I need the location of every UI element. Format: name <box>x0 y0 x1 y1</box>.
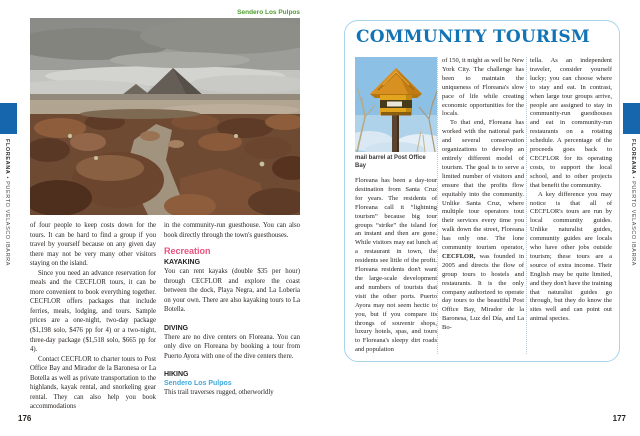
body-paragraph: of four people to keep costs down for the tours. It can be hard to find a group if you travel by yourself because on any given day there may not be very many other visitors staying on the island. <box>30 222 156 268</box>
column-divider <box>437 57 438 354</box>
body-paragraph: A key difference you may notice is that all of CECFLOR's tours are run by local community guides. Unlike naturalist guides, community guides are locals who have other jobs outside tourism; these tours are a source of extra income. Their English may be quite limited, and they don't have the training that naturalist guides go through, but they do know the sites well and can point out animal species. <box>530 190 612 323</box>
recreation-heading: Recreation <box>164 246 211 257</box>
feature-column-2 <box>442 57 524 333</box>
body-paragraph <box>442 119 524 333</box>
body-paragraph: This trail traverses rugged, otherworldly <box>164 389 274 397</box>
column-divider <box>526 57 527 354</box>
paragraph-text: was founded in 2005 and directs the flow of group tours to hostels and restaurants. It is the only company authorized to operate day tours to the beautiful Post Office Bay, Mirador de la Baronesa, Luz del Día, and La Bo- <box>442 252 524 332</box>
running-sidebar-right <box>630 139 636 266</box>
mail-barrel-caption: mail barrel at Post Office Bay <box>355 155 426 169</box>
bullet-separator: • <box>4 174 10 182</box>
running-sidebar-left <box>4 139 10 266</box>
body-paragraph: Contact CECFLOR to charter tours to Post Office Bay and Mirador de la Baronesa or La Botella as well as private transportation to the highlands, kayak rental, and snorkeling gear rental. They can also help you book accommodations <box>30 355 156 411</box>
section-name: PUERTO VELASCO IBARRA <box>4 181 10 266</box>
body-paragraph: You can rent kayaks (double $35 per hour) through CECFLOR and explore the coast between the dock, Playa Negra, and La Loberia on your own. There are also kayaking tours to La Botella. <box>164 268 300 314</box>
mail-barrel-photo <box>355 57 437 152</box>
diving-heading: DIVING <box>164 324 189 332</box>
feature-column-1 <box>355 57 437 355</box>
section-name: PUERTO VELASCO IBARRA <box>630 181 636 266</box>
feature-column-3 <box>530 57 612 324</box>
photo-caption-sendero: Sendero Los Pulpos <box>237 9 300 16</box>
chapter-name: FLOREANA <box>4 139 10 175</box>
kayaking-heading: KAYAKING <box>164 259 201 267</box>
hiking-heading: HIKING <box>164 371 189 379</box>
body-paragraph: Floreana has been a day-tour destination from Santa Cruz for years. The residents of Floreana call it “lightning tourism” because big tour groups “strike” the island for an instant and then are gone. While visitors may eat lunch at a restaurant in town, the residents see little of the profit. Floreana residents don't want the large-scale development and numbers of tourists that visit the other ports. Puerto Ayora may not seem hectic to you, but if you compare its throngs of souvenir shops, luxury hotels, spas, and tours to Floreana's sleepy dirt roads and population <box>355 177 437 354</box>
body-paragraph: tella. As an independent traveler, consider yourself lucky; you can choose where to stay and eat. In contrast, when large tour groups arrive, people are assigned to stay in community-run guesthouses and eat in community-run restaurants on a rotating schedule. A percentage of the proceeds goes back to CECFLOR for its operating costs, to support the local school, and to other projects that benefit the community. <box>530 57 612 189</box>
body-paragraph: of 150, it might as well be New York City. The challenge has been to maintain the uniqueness of Floreana's slow pace of life while creating economic opportunities for the locals. <box>442 57 524 118</box>
paragraph-text: To that end, Floreana has worked with the national park and several conservation organizations to develop an entirely different model of tourism. The goal is to serve a limited number of visitors and ensure that the profits flow equitably into the community. Unlike Santa Cruz, where multiple tour operators tout their services every time you walk down the street, Floreana has only one. The lone community tourism operator, <box>442 119 524 252</box>
chapter-tab-left <box>0 103 17 134</box>
landscape-photo-sendero-los-pulpos <box>30 18 300 215</box>
bullet-separator: • <box>630 174 636 182</box>
body-paragraph: in the community-run guesthouse. You can also book directly through the town's guesthouses. <box>164 222 300 239</box>
body-paragraph: There are no dive centers on Floreana. You can only dive on Floreana by booking a tour from Puerto Ayora with one of the dive centers there. <box>164 333 300 360</box>
page-number-right: 177 <box>612 414 626 423</box>
left-page-column-2 <box>164 221 300 398</box>
chapter-tab-right <box>623 103 640 134</box>
feature-title: COMMUNITY TOURISM <box>356 27 590 47</box>
cecflor-bold: CECFLOR, <box>442 252 476 260</box>
trail-name-sendero-los-pulpos: Sendero Los Pulpos <box>164 380 232 388</box>
chapter-name: FLOREANA <box>630 139 636 175</box>
left-page-column-1 <box>30 221 156 412</box>
body-paragraph: Since you need an advance reservation for meals and the CECFLOR tours, it can be more convenient to book everything together. CECFLOR offers packages that include ferries, meals, lodging, and tours. Sample prices are a one-night, two-day package ($1,198 solo, $476 pp for 4) or a two-night, three-day package ($1,518 solo, $665 pp for 4). <box>30 269 156 354</box>
page-number-left: 176 <box>18 414 32 423</box>
